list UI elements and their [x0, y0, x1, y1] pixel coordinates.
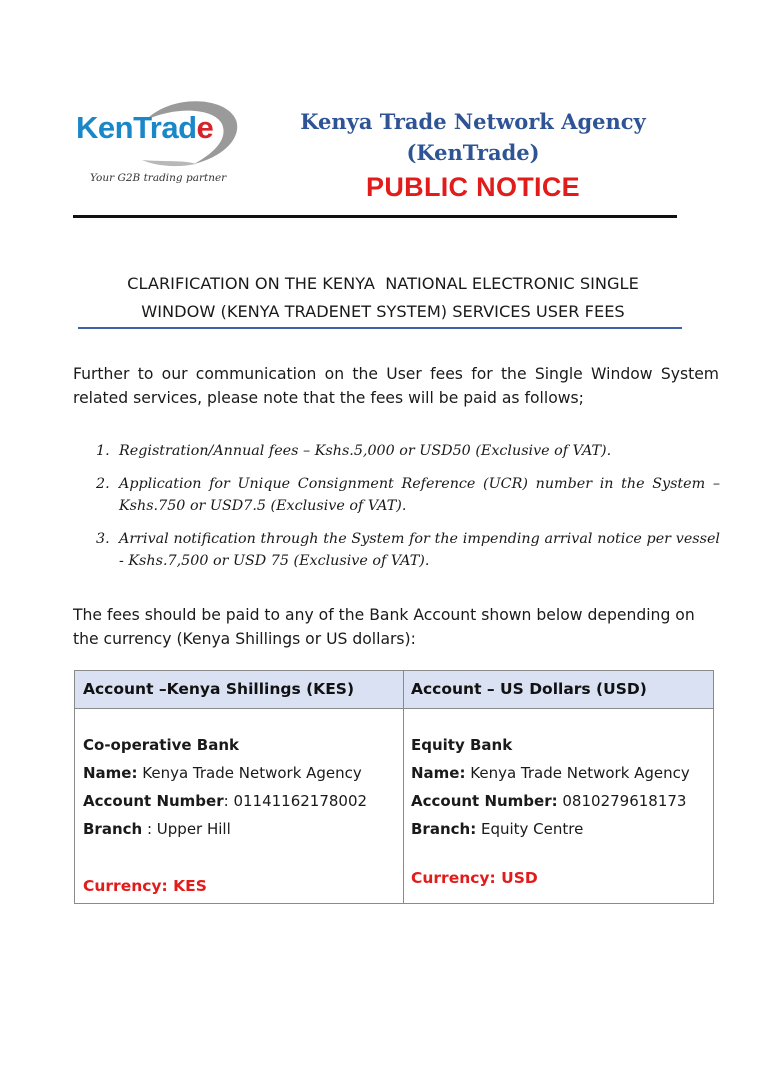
usd-name-value: Kenya Trade Network Agency — [465, 764, 690, 782]
usd-name-label: Name: — [411, 764, 466, 782]
usd-number-label: Account Number: — [411, 792, 558, 810]
kes-number-value: : 01141162178002 — [223, 792, 368, 810]
usd-branch-value: Equity Centre — [476, 820, 584, 838]
heading-underline — [78, 327, 682, 329]
payment-note: The fees should be paid to any of the Bank Account shown below depending on the currency (Kenya Shillings or US dollars): — [73, 606, 695, 648]
agency-name: Kenya Trade Network Agency — [300, 109, 646, 134]
agency-abbrev: (KenTrade) — [406, 140, 540, 165]
usd-number-value: 0810279618173 — [557, 792, 687, 810]
list-item-number: 3. — [96, 531, 110, 547]
usd-account-details — [411, 731, 690, 843]
kes-account-details — [83, 731, 367, 843]
kes-currency: Currency: KES — [83, 877, 207, 895]
list-item-text: Arrival notification through the System for the impending arrival notice per vessel - Kshs.7,500 or USD 75 (Exclusive of VAT). — [119, 531, 730, 569]
kes-number-label: Account Number — [83, 792, 224, 810]
kes-column-header: Account –Kenya Shillings (KES) — [83, 680, 355, 698]
list-item — [92, 440, 720, 462]
usd-column-header: Account – US Dollars (USD) — [411, 680, 647, 698]
heading-line-2: WINDOW (KENYA TRADENET SYSTEM) SERVICES USER FEES — [141, 302, 625, 321]
kes-branch-label: Branch — [83, 820, 143, 838]
kes-name-label: Name: — [83, 764, 138, 782]
logo-tagline: Your G2B trading partner — [90, 172, 227, 184]
kes-branch-value: : Upper Hill — [142, 820, 231, 838]
kentrade-logo — [76, 98, 246, 190]
bank-accounts-table — [74, 670, 714, 904]
usd-branch-label: Branch: — [411, 820, 477, 838]
document-heading — [78, 270, 688, 326]
fees-list — [92, 440, 730, 583]
list-item-number: 1. — [96, 443, 110, 459]
agency-title — [290, 106, 656, 168]
list-item-text: Application for Unique Consignment Reference (UCR) number in the System – Kshs.750 or USD7.5 (Exclusive of VAT). — [119, 476, 720, 514]
public-notice-title: PUBLIC NOTICE — [366, 172, 580, 202]
column-divider — [403, 671, 404, 903]
logo-wordmark: KenTrade — [76, 110, 214, 145]
kes-name-value: Kenya Trade Network Agency — [137, 764, 362, 782]
list-item-text: Registration/Annual fees – Kshs.5,000 or USD50 (Exclusive of VAT). — [119, 443, 612, 459]
list-item — [92, 528, 730, 572]
usd-bank-name: Equity Bank — [411, 736, 513, 754]
kes-bank-name: Co-operative Bank — [83, 736, 239, 754]
list-item-number: 2. — [96, 476, 110, 492]
list-item — [92, 473, 720, 517]
intro-paragraph: Further to our communication on the User fees for the Single Window System related services, please note that the fees will be paid as follows; — [73, 365, 719, 407]
heading-line-1: CLARIFICATION ON THE KENYA NATIONAL ELECTRONIC SINGLE — [127, 274, 639, 293]
header-divider — [73, 215, 677, 218]
usd-currency: Currency: USD — [411, 869, 538, 887]
